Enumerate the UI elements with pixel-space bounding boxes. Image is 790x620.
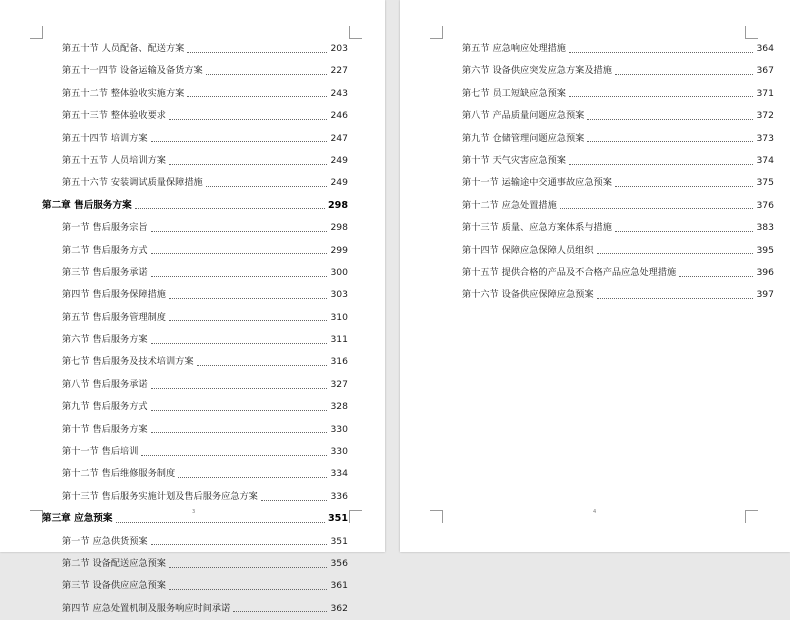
dot-leader: [151, 231, 328, 232]
toc-section-entry[interactable]: [42, 240, 348, 262]
toc-section-entry[interactable]: [42, 351, 348, 373]
page-number: 3: [192, 509, 196, 515]
toc-section-entry[interactable]: [442, 83, 774, 105]
document-page-right: [400, 0, 790, 552]
toc-entry-page-number: 351: [327, 513, 348, 525]
toc-section-entry[interactable]: [442, 60, 774, 82]
toc-entry-title: 第六节 售后服务方案: [62, 334, 148, 346]
toc-entry-title: 第三节 售后服务承诺: [62, 266, 148, 278]
toc-section-entry[interactable]: [42, 531, 348, 553]
toc-entry-page-number: 336: [330, 490, 348, 502]
table-of-contents: [442, 38, 774, 307]
dot-leader: [206, 74, 328, 75]
dot-leader: [151, 343, 328, 344]
toc-section-entry[interactable]: [42, 419, 348, 441]
toc-entry-title: 第十节 售后服务方案: [62, 423, 148, 435]
toc-section-entry[interactable]: [42, 150, 348, 172]
document-page-left: [0, 0, 385, 614]
toc-section-entry[interactable]: [42, 217, 348, 239]
toc-section-entry[interactable]: [42, 128, 348, 150]
dot-leader: [569, 164, 753, 165]
toc-entry-page-number: 246: [330, 110, 348, 122]
dot-leader: [169, 567, 327, 568]
toc-entry-page-number: 298: [330, 222, 348, 234]
dot-leader: [178, 477, 327, 478]
toc-section-entry[interactable]: [42, 262, 348, 284]
toc-entry-title: 第五十二节 整体验收实施方案: [62, 87, 185, 99]
toc-entry-title: 第七节 员工短缺应急预案: [462, 87, 566, 99]
dot-leader: [151, 432, 328, 433]
dot-leader: [187, 52, 327, 53]
dot-leader: [261, 500, 328, 501]
dot-leader: [615, 231, 754, 232]
toc-entry-title: 第十三节 售后服务实施计划及售后服务应急方案: [62, 490, 258, 502]
toc-entry-title: 第十二节 应急处置措施: [462, 199, 557, 211]
toc-entry-page-number: 361: [330, 580, 348, 592]
dot-leader: [151, 141, 328, 142]
dot-leader: [169, 298, 327, 299]
dot-leader: [151, 276, 328, 277]
toc-entry-title: 第六节 设备供应突发应急方案及措施: [462, 65, 612, 77]
dot-leader: [597, 253, 754, 254]
dot-leader: [679, 276, 753, 277]
dot-leader: [169, 320, 327, 321]
dot-leader: [169, 589, 327, 590]
toc-entry-page-number: 243: [330, 87, 348, 99]
dot-leader: [597, 298, 754, 299]
toc-section-entry[interactable]: [42, 374, 348, 396]
crop-mark-bottom-right: [349, 510, 362, 523]
toc-section-entry[interactable]: [42, 396, 348, 418]
toc-entry-page-number: 375: [756, 177, 774, 189]
toc-entry-title: 第五十六节 安装调试质量保障措施: [62, 177, 203, 189]
toc-entry-page-number: 227: [330, 65, 348, 77]
toc-section-entry[interactable]: [442, 262, 774, 284]
toc-entry-page-number: 316: [330, 356, 348, 368]
toc-entry-page-number: 364: [756, 43, 774, 54]
toc-chapter-entry[interactable]: [42, 195, 348, 217]
toc-entry-title: 第九节 售后服务方式: [62, 401, 148, 413]
toc-entry-page-number: 351: [330, 535, 348, 547]
toc-entry-page-number: 298: [327, 199, 348, 211]
toc-entry-page-number: 327: [330, 378, 348, 390]
toc-entry-page-number: 374: [756, 154, 774, 166]
toc-section-entry[interactable]: [42, 598, 348, 620]
toc-entry-title: 第十一节 运输途中交通事故应急预案: [462, 177, 612, 189]
toc-entry-page-number: 311: [330, 334, 348, 346]
dot-leader: [587, 119, 753, 120]
toc-entry-title: 第十四节 保障应急保障人员组织: [462, 244, 594, 256]
toc-entry-title: 第一节 售后服务宗旨: [62, 222, 148, 234]
crop-mark-bottom-right: [745, 510, 758, 523]
toc-section-entry[interactable]: [42, 329, 348, 351]
toc-entry-title: 第二节 售后服务方式: [62, 244, 148, 256]
toc-entry-page-number: 300: [330, 266, 348, 278]
toc-entry-page-number: 334: [330, 468, 348, 480]
toc-entry-title: 第十六节 设备供应保障应急预案: [462, 289, 594, 301]
toc-entry-title: 第二节 设备配送应急预案: [62, 557, 166, 569]
toc-entry-page-number: 362: [330, 602, 348, 614]
crop-mark-bottom-left: [430, 510, 443, 523]
toc-section-entry[interactable]: [42, 486, 348, 508]
dot-leader: [587, 141, 753, 142]
toc-section-entry[interactable]: [42, 105, 348, 127]
toc-entry-page-number: 303: [330, 289, 348, 301]
toc-section-entry[interactable]: [42, 38, 348, 60]
dot-leader: [169, 119, 327, 120]
toc-entry-title: 第五节 售后服务管理制度: [62, 311, 166, 323]
toc-entry-title: 第三章 应急预案: [42, 513, 113, 525]
toc-entry-page-number: 376: [756, 199, 774, 211]
dot-leader: [151, 410, 328, 411]
toc-entry-title: 第八节 产品质量问题应急预案: [462, 110, 585, 122]
toc-entry-page-number: 372: [756, 110, 774, 122]
toc-entry-title: 第七节 售后服务及技术培训方案: [62, 356, 194, 368]
dot-leader: [151, 253, 328, 254]
toc-entry-page-number: 395: [756, 244, 774, 256]
dot-leader: [135, 208, 325, 209]
dot-leader: [141, 455, 327, 456]
toc-section-entry[interactable]: [42, 284, 348, 306]
toc-entry-page-number: 310: [330, 311, 348, 323]
dot-leader: [151, 388, 328, 389]
toc-section-entry[interactable]: [42, 463, 348, 485]
dot-leader: [569, 52, 753, 53]
toc-entry-page-number: 299: [330, 244, 348, 256]
toc-entry-title: 第五十五节 人员培训方案: [62, 154, 166, 166]
toc-entry-title: 第三节 设备供应应急预案: [62, 580, 166, 592]
toc-section-entry[interactable]: [442, 105, 774, 127]
dot-leader: [615, 74, 754, 75]
page-number: 4: [593, 509, 597, 515]
toc-section-entry[interactable]: [442, 128, 774, 150]
toc-section-entry[interactable]: [442, 172, 774, 194]
toc-entry-title: 第一节 应急供货预案: [62, 535, 148, 547]
toc-section-entry[interactable]: [42, 172, 348, 194]
toc-entry-page-number: 373: [756, 132, 774, 144]
toc-entry-title: 第五十四节 培训方案: [62, 132, 148, 144]
toc-entry-title: 第十一节 售后培训: [62, 446, 139, 458]
toc-entry-page-number: 356: [330, 557, 348, 569]
toc-section-entry[interactable]: [42, 441, 348, 463]
toc-entry-title: 第九节 仓储管理问题应急预案: [462, 132, 585, 144]
toc-entry-title: 第十节 天气灾害应急预案: [462, 154, 566, 166]
dot-leader: [151, 544, 328, 545]
toc-section-entry[interactable]: [442, 240, 774, 262]
toc-entry-page-number: 397: [756, 289, 774, 301]
dot-leader: [206, 186, 328, 187]
toc-entry-title: 第五十一四节 设备运输及备货方案: [62, 65, 203, 77]
dot-leader: [560, 208, 754, 209]
toc-entry-page-number: 330: [330, 446, 348, 458]
toc-entry-page-number: 367: [756, 65, 774, 77]
toc-entry-title: 第四节 售后服务保障措施: [62, 289, 166, 301]
toc-entry-page-number: 396: [756, 266, 774, 278]
toc-entry-page-number: 328: [330, 401, 348, 413]
toc-entry-page-number: 247: [330, 132, 348, 144]
toc-entry-title: 第四节 应急处置机制及服务响应时间承诺: [62, 602, 231, 614]
toc-section-entry[interactable]: [442, 38, 774, 60]
toc-section-entry[interactable]: [42, 575, 348, 597]
toc-entry-title: 第十三节 质量、应急方案体系与措施: [462, 222, 612, 234]
toc-entry-page-number: 249: [330, 177, 348, 189]
dot-leader: [615, 186, 754, 187]
toc-section-entry[interactable]: [42, 307, 348, 329]
toc-section-entry[interactable]: [442, 195, 774, 217]
table-of-contents: [42, 38, 348, 620]
toc-entry-page-number: 249: [330, 154, 348, 166]
toc-entry-title: 第十五节 提供合格的产品及不合格产品应急处理措施: [462, 266, 677, 278]
dot-leader: [116, 522, 325, 523]
dot-leader: [569, 96, 753, 97]
dot-leader: [187, 96, 327, 97]
toc-section-entry[interactable]: [442, 150, 774, 172]
toc-entry-title: 第五节 应急响应处理措施: [462, 43, 566, 54]
toc-section-entry[interactable]: [42, 83, 348, 105]
toc-entry-title: 第五十节 人员配备、配送方案: [62, 43, 185, 54]
toc-entry-title: 第八节 售后服务承诺: [62, 378, 148, 390]
crop-mark-top-right: [349, 26, 362, 39]
toc-entry-page-number: 330: [330, 423, 348, 435]
toc-entry-title: 第二章 售后服务方案: [42, 199, 132, 211]
toc-section-entry[interactable]: [42, 60, 348, 82]
dot-leader: [169, 164, 327, 165]
toc-entry-title: 第十二节 售后维修服务制度: [62, 468, 176, 480]
toc-section-entry[interactable]: [442, 284, 774, 306]
toc-entry-page-number: 371: [756, 87, 774, 99]
toc-section-entry[interactable]: [42, 553, 348, 575]
dot-leader: [233, 611, 327, 612]
toc-entry-page-number: 203: [330, 43, 348, 54]
toc-entry-title: 第五十三节 整体验收要求: [62, 110, 166, 122]
dot-leader: [197, 365, 328, 366]
toc-entry-page-number: 383: [756, 222, 774, 234]
toc-section-entry[interactable]: [442, 217, 774, 239]
